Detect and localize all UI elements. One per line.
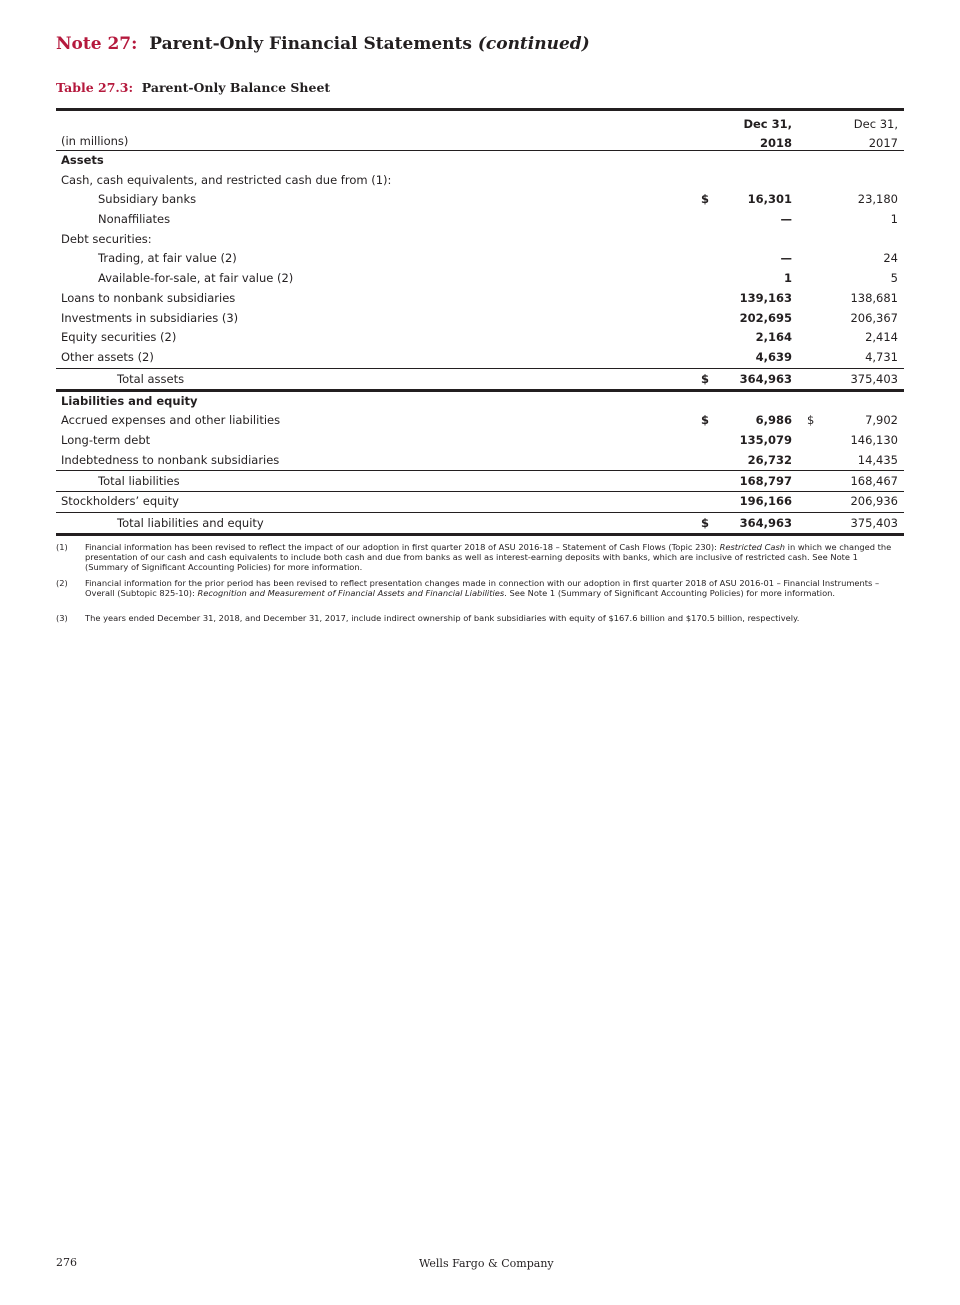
column-header-2018 [743, 115, 792, 153]
table-row [56, 171, 904, 191]
column-header-2017 [854, 115, 898, 153]
row-label: Equity securities (2) [61, 330, 177, 345]
row-label: Other assets (2) [61, 349, 154, 364]
row-label: Indebtedness to nonbank subsidiaries [61, 452, 280, 467]
value-2017: 24 [883, 251, 898, 266]
row-label: Available-for-sale, at fair value (2) [98, 271, 294, 286]
value-2018: 135,079 [739, 432, 792, 447]
section-heading-assets [56, 151, 904, 171]
value-2017: 4,731 [865, 349, 898, 364]
dollar-sign-2018: $ [701, 413, 710, 428]
value-2018: 196,166 [739, 494, 792, 509]
footnote-text-part: Financial information has been revised to reflect the impact of our adoption in first quarter 2018 of ASU 2016-18 – Statement of Cash Flows (Topic 230): [85, 542, 720, 552]
table-row [56, 289, 904, 309]
company-name: Wells Fargo & Company [419, 1257, 554, 1270]
dollar-sign-2018: $ [701, 371, 710, 386]
dollar-sign-2018: $ [701, 516, 710, 530]
row-label: Cash, cash equivalents, and restricted cash due from (1): [61, 172, 392, 187]
row-label: Debt securities: [61, 231, 152, 246]
note-title [56, 34, 590, 54]
row-label: Stockholders’ equity [61, 494, 179, 509]
value-2018: 202,695 [739, 310, 792, 325]
table-row [56, 431, 904, 451]
footnote-text-part: Financial information for the prior period has been revised to reflect presentation changes made in connection with our adoption in first quarter 2018 of ASU 2016-01 – Financial Instruments – Overall (Subtopic 825-10): [85, 578, 880, 598]
note-title-suffix: (continued) [477, 34, 590, 54]
table-title [56, 80, 330, 95]
value-2018: 4,639 [755, 349, 792, 364]
column-header-2017-line2: 2017 [868, 136, 898, 150]
table-row [56, 411, 904, 431]
footnote-text [85, 578, 903, 598]
value-2018: 16,301 [747, 192, 792, 207]
note-label: Note 27: [56, 34, 138, 54]
footnote-text-part: The years ended December 31, 2018, and December 31, 2017, include indirect ownership of bank subsidiaries with equity of $167.6 billion and $170.5 billion, respectively. [85, 613, 800, 623]
footnote-emphasis: Restricted Cash [719, 542, 786, 552]
value-2017: 168,467 [850, 474, 898, 489]
table-label: Table 27.3: [56, 80, 134, 95]
table-row [56, 269, 904, 289]
value-2017: 14,435 [857, 452, 898, 467]
value-2018: 2,164 [755, 330, 792, 345]
value-2017: 23,180 [857, 192, 898, 207]
table-row [56, 210, 904, 230]
footnote-3 [56, 613, 904, 625]
column-header-2018-line2: 2018 [759, 136, 792, 150]
table-row [56, 309, 904, 329]
footnote-2 [56, 578, 904, 608]
balance-sheet-table [56, 108, 904, 536]
value-2017: 375,403 [850, 371, 898, 386]
units-label: (in millions) [61, 134, 129, 148]
value-2017: 146,130 [850, 432, 898, 447]
row-label: Nonaffiliates [98, 212, 171, 227]
footnote-1 [56, 542, 904, 572]
table-header [56, 111, 904, 151]
footnote-number: (3) [56, 613, 68, 623]
table-row [56, 451, 904, 471]
row-label: Total liabilities [98, 474, 180, 489]
footnote-text-part: . See Note 1 (Summary of Significant Accounting Policies) for more information. [504, 588, 836, 598]
row-label: Investments in subsidiaries (3) [61, 310, 239, 325]
footnote-number: (2) [56, 578, 68, 588]
value-2018: — [780, 212, 792, 227]
total-assets-row [56, 368, 904, 392]
footnote-text [85, 613, 903, 623]
value-2018: 139,163 [739, 290, 792, 305]
value-2018: 26,732 [747, 452, 792, 467]
row-label: Subsidiary banks [98, 192, 197, 207]
value-2017: 2,414 [865, 330, 898, 345]
section-heading-liabilities [56, 392, 904, 412]
table-row [56, 328, 904, 348]
value-2018: 364,963 [739, 516, 792, 530]
value-2017: 375,403 [850, 516, 898, 530]
row-label: Total assets [117, 371, 185, 386]
value-2017: 7,902 [865, 413, 898, 428]
value-2018: 6,986 [755, 413, 792, 428]
row-label: Accrued expenses and other liabilities [61, 413, 281, 428]
total-liabilities-row [56, 470, 904, 492]
value-2018: 168,797 [739, 474, 792, 489]
note-title-text: Parent-Only Financial Statements [149, 34, 472, 54]
column-header-2017-line1: Dec 31, [853, 117, 898, 131]
row-label: Assets [61, 153, 104, 167]
table-row [56, 249, 904, 269]
value-2017: 1 [890, 212, 898, 227]
row-label: Loans to nonbank subsidiaries [61, 290, 236, 305]
footnote-number: (1) [56, 542, 68, 552]
value-2018: 364,963 [739, 371, 792, 386]
footnote-text-part: in which we changed the presentation of our cash and cash equivalents to include both cash and due from banks as well as interest-earning deposits with banks, which are inclusive of restricted cash. See Note 1 (Summary of Significant Accounting Policies) for more information. [85, 542, 892, 572]
table-title-text: Parent-Only Balance Sheet [141, 80, 331, 95]
column-header-2018-line1: Dec 31, [743, 117, 792, 131]
total-liabilities-and-equity-row [56, 512, 904, 536]
stockholders-equity-row [56, 492, 904, 512]
row-label: Long-term debt [61, 432, 151, 447]
table-row [56, 348, 904, 368]
row-label: Total liabilities and equity [117, 516, 264, 530]
dollar-sign-2018: $ [701, 192, 710, 207]
table-row [56, 190, 904, 210]
row-label: Trading, at fair value (2) [98, 251, 237, 266]
value-2017: 138,681 [850, 290, 898, 305]
dollar-sign-2017: $ [807, 413, 815, 428]
value-2017: 5 [890, 271, 898, 286]
value-2018: — [780, 251, 792, 266]
table-row [56, 230, 904, 250]
row-label: Liabilities and equity [61, 393, 198, 408]
value-2018: 1 [783, 271, 792, 286]
footnote-text [85, 542, 903, 572]
value-2017: 206,936 [850, 494, 898, 509]
footnote-emphasis: Recognition and Measurement of Financial Assets and Financial Liabilities [197, 588, 505, 598]
value-2017: 206,367 [850, 310, 898, 325]
page-number: 276 [56, 1256, 77, 1269]
